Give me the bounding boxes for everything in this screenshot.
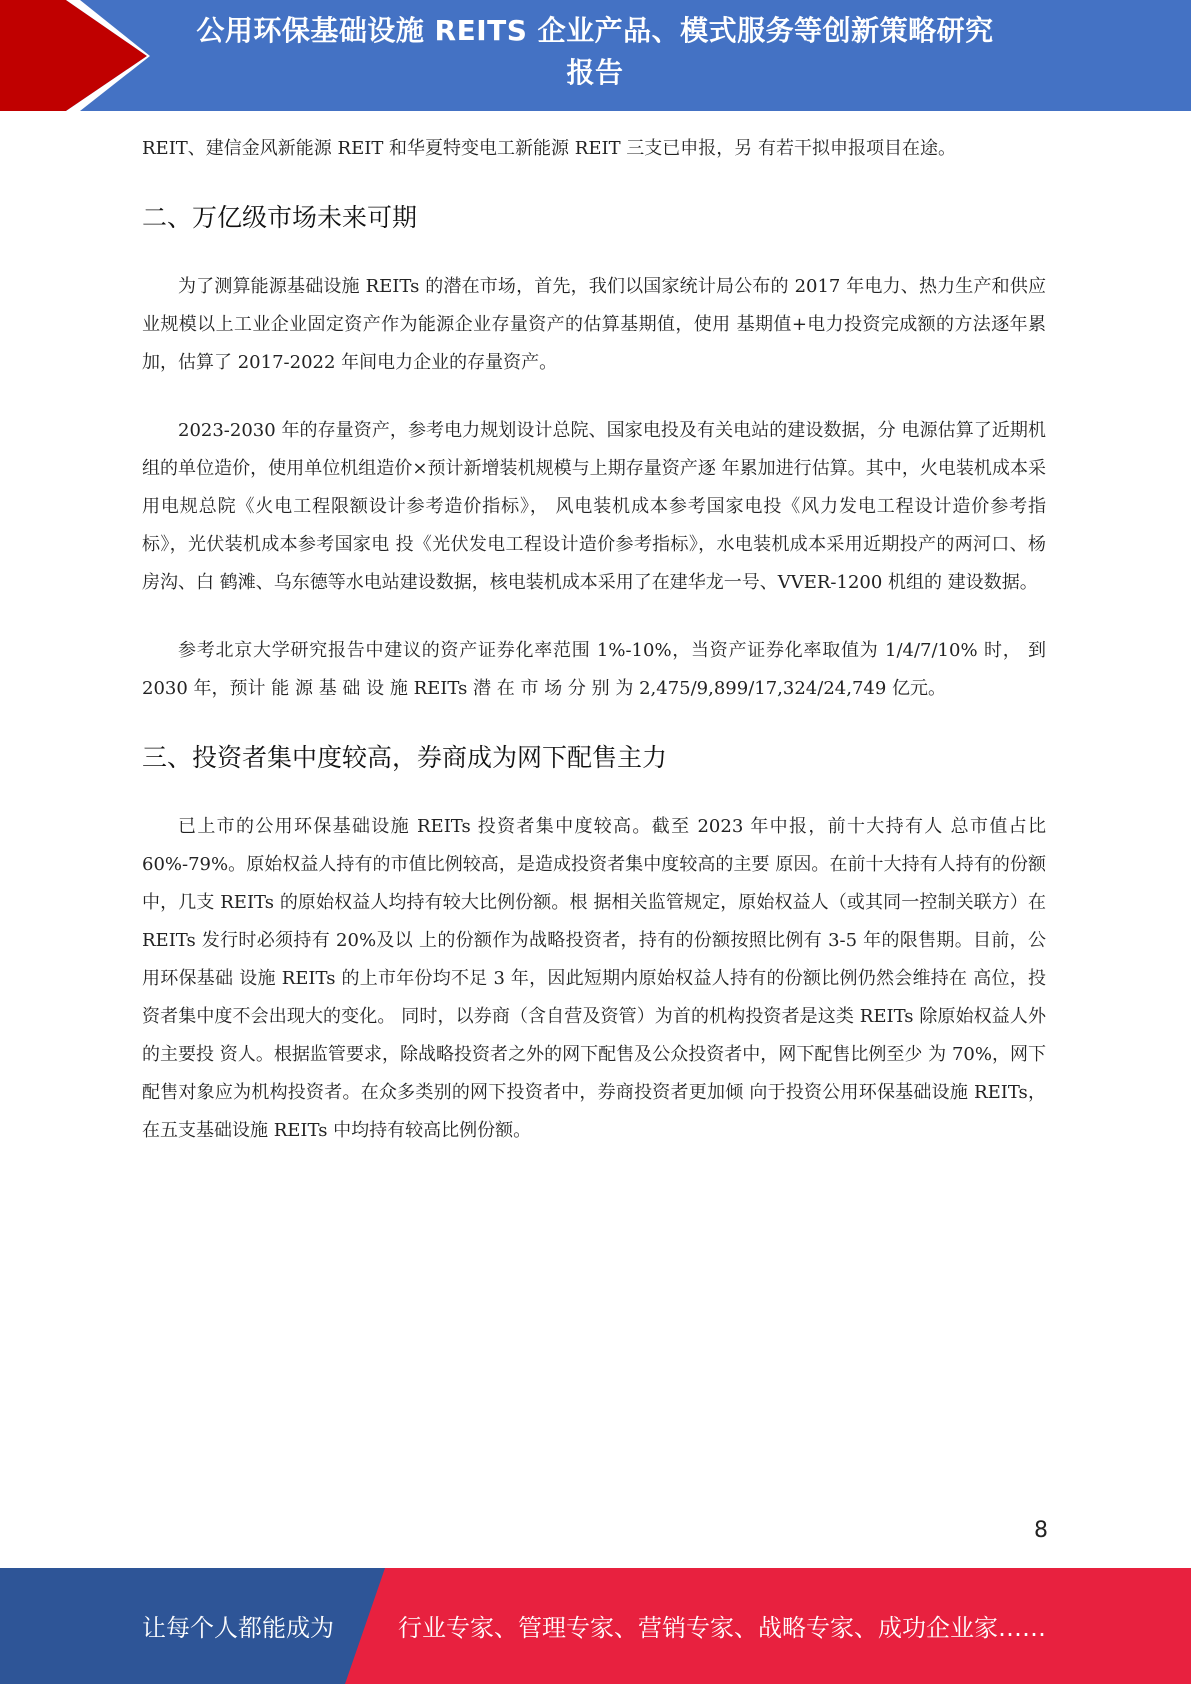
market-paragraph-3: 参考北京大学研究报告中建议的资产证券化率范围 1%-10%，当资产证券化率取值为 1/4/7/10% 时， 到 2030 年，预计 能 源 基 础 设 施 REITs 潜 在 市 场 分 别 为 2,475/9,899/17,324/24,749 亿元。 — [142, 640, 1046, 699]
investors-paragraph: 已上市的公用环保基础设施 REITs 投资者集中度较高。截至 2023 年中报，前十大持有人 总市值占比 60%-79%。原始权益人持有的市值比例较高，是造成投资者集中度较高的主要 原因。在前十大持有人持有的份额中，几支 REITs 的原始权益人均持有较大比例份额。根 据相关监管规定，原始权益人（或其同一控制关联方）在 REITs 发行时必须持有 20%及以 上的份额作为战略投资者，持有的份额按照比例有 3-5 年的限售期。目前，公用环保基础 设施 REITs 的上市年份均不足 3 年，因此短期内原始权益人持有的份额比例仍然会维持在 高位，投资者集中度不会出现大的变化。 同时，以券商（含自营及资管）为首的机构投资者是这类 REITs 除原始权益人外的主要投 资人。根据监管要求，除战略投资者之外的网下配售及公众投资者中，网下配售比例至少 为 70%，网下配售对象应为机构投资者。在众多类别的网下投资者中，券商投资者更加倾 向于投资公用环保基础设施 REITs，在五支基础设施 REITs 中均持有较高比例份额。 — [142, 816, 1046, 1141]
footer-slogan-right: 行业专家、管理专家、营销专家、战略专家、成功企业家…… — [398, 1614, 1046, 1642]
document-title — [150, 10, 1040, 94]
section-heading-investors: 三、投资者集中度较高，券商成为网下配售主力 — [142, 743, 668, 772]
market-paragraph-1: 为了测算能源基础设施 REITs 的潜在市场，首先，我们以国家统计局公布的 2017 年电力、热力生产和供应业规模以上工业企业固定资产作为能源企业存量资产的估算基期值，使用 基期值+电力投资完成额的方法逐年累加，估算了 2017-2022 年间电力企业的存量资产。 — [142, 276, 1046, 373]
footer-band — [0, 1568, 1191, 1684]
page-number: 8 — [1034, 1518, 1048, 1543]
header-banner — [0, 0, 1191, 111]
market-paragraph-2: 2023-2030 年的存量资产，参考电力规划设计总院、国家电投及有关电站的建设数据，分 电源估算了近期机组的单位造价，使用单位机组造价×预计新增装机规模与上期存量资产逐 年累加进行估算。其中，火电装机成本采用电规总院《火电工程限额设计参考造价指标》， 风电装机成本参考国家电投《风力发电工程设计造价参考指标》，光伏装机成本参考国家电 投《光伏发电工程设计造价参考指标》，水电装机成本采用近期投产的两河口、杨房沟、白 鹤滩、乌东德等水电站建设数据，核电装机成本采用了在建华龙一号、VVER-1200 机组的 建设数据。 — [142, 420, 1046, 593]
header-arrow-decoration — [0, 0, 160, 111]
footer-slogan-left: 让每个人都能成为 — [142, 1614, 334, 1642]
section-heading-market: 二、万亿级市场未来可期 — [142, 203, 418, 232]
document-title-line1: 公用环保基础设施 REITS 企业产品、模式服务等创新策略研究 — [196, 14, 994, 47]
document-title-line2: 报告 — [566, 56, 624, 89]
intro-paragraph: REIT、建信金风新能源 REIT 和华夏特变电工新能源 REIT 三支已申报，另 有若干拟申报项目在途。 — [142, 138, 957, 159]
main-content — [142, 130, 1046, 1150]
